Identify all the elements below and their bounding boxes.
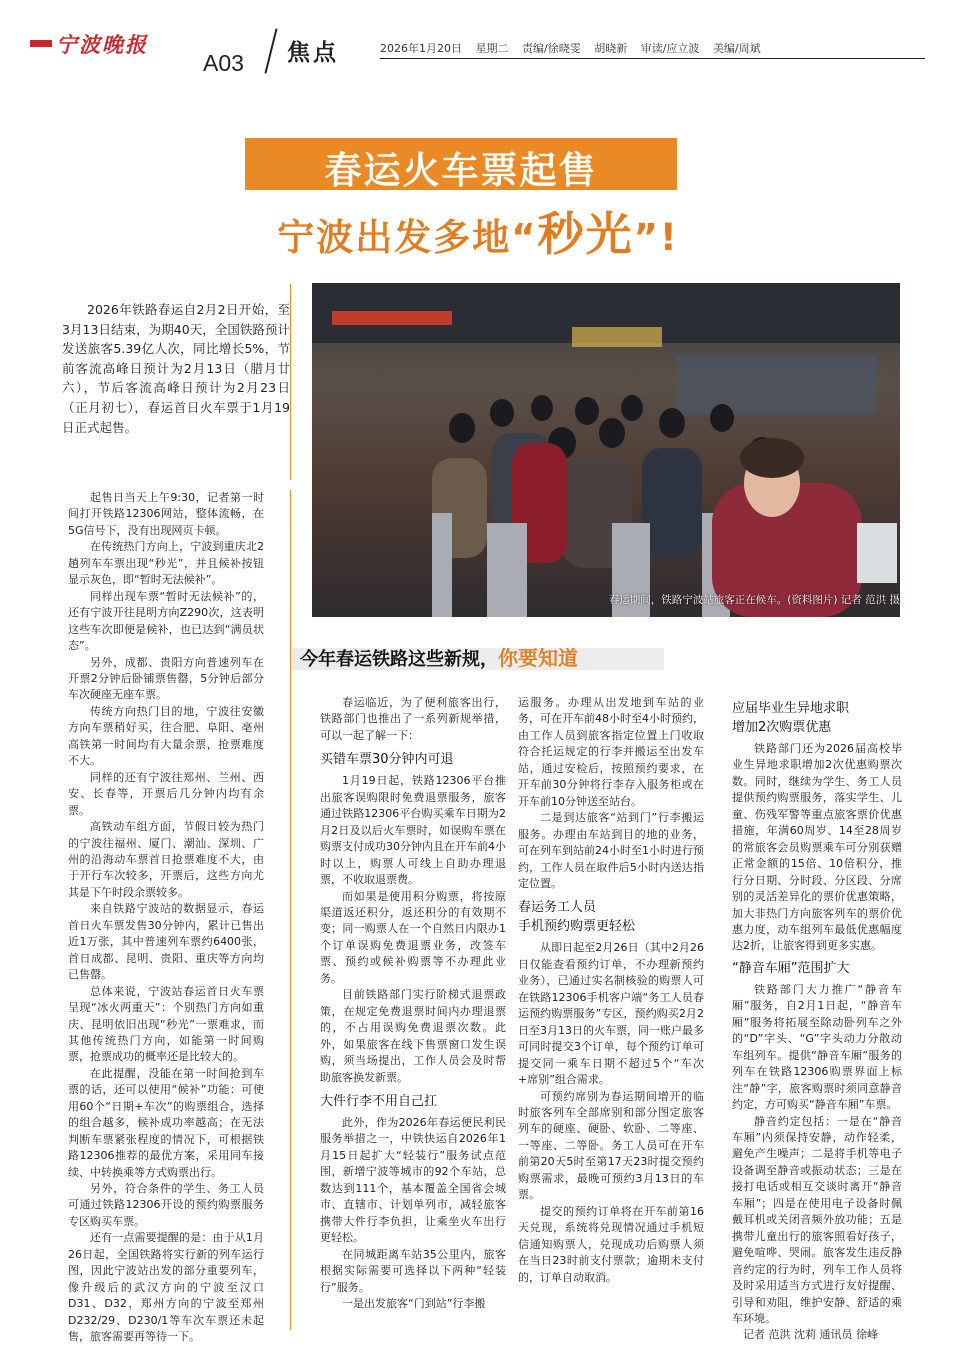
column-1 <box>68 490 264 1346</box>
paragraph: 铁路部门大力推广“静音车厢”服务，自2月1日起，“静音车厢”服务将拓展至除动卧列车之外的“D”字头、“G”字头动力分散动车组列车。提供“静音车厢”服务的列车在铁路12306购票界面上标注“静”字，旅客购票时须同意静音约定，方可购买“静音车厢”车票。 <box>732 982 902 1112</box>
paragraph: 铁路部门还为2026届高校毕业生异地求职增加2次优惠购票次数。同时，继续为学生、务工人员提供预约购票服务，落实学生、儿童、伤残军警等重点旅客票价优惠措施，年满60周岁、14至28周岁的常旅客会员购票乘车可分别获赠正常金额的15倍、10倍积分，推行分日期、分时段、分区段、分席别的灵活差异化的票价优惠策略，加大非热门方向旅客列车的票价优惠力度，动车组列车最低优惠幅度达2折，让旅客得到更多实惠。 <box>732 742 902 953</box>
paragraph: 目前铁路部门实行阶梯式退票政策，在规定免费退票时间内办理退票的，不占用误购免费退票次数。此外，如果旅客在线下售票窗口发生误购，须当场提出，工作人员会及时帮助旅客换发新票。 <box>320 988 506 1084</box>
subheading: “静音车厢”范围扩大 <box>732 960 850 976</box>
art-credit: 美编/周斌 <box>712 42 761 55</box>
paragraph: 静音约定包括：一是在“静音车厢”内须保持安静，动作轻柔，避免产生噪声；二是将手机等电子设备调至静音或振动状态；三是在接打电话或相互交谈时离开“静音车厢”；四是在使用电子设备时佩戴耳机或关闭音频外放功能；五是携带儿童出行的旅客照看好孩子，避免喧哗、哭闹。旅客发生违反静音约定的行为时，列车工作人员将及时采用适当方式进行友好提醒、引导和劝阻，维护安静、舒适的乘车环境。 <box>732 1114 902 1325</box>
paragraph: 还有一点需要提醒的是：由于从1月26日起，全国铁路将实行新的列车运行图，因此宁波站出发的部分重要列车，像升级后的武汉方向的宁波至汉口D31、D32，郑州方向的宁波至郑州D232/29、D230/1等车次车票还未起售，旅客需要再等待一下。 <box>68 1231 264 1344</box>
paragraph: 1月19日起，铁路12306平台推出旅客误购限时免费退票服务，旅客通过铁路12306平台购买乘车日期为2月2日及以后火车票时，如误购车票在购票支付成功30分钟内且在开车前4小时以上，购票人可线上自助办理退票，不收取退票费。 <box>320 774 506 887</box>
paragraph: 春运临近，为了便利旅客出行，铁路部门也推出了一系列新规举措，可以一起了解一下： <box>320 696 506 742</box>
paragraph: 同样出现车票“暂时无法候补”的，还有宁波开往昆明方向Z290次，这表明这些车次即便是候补，也已达到“满员状态”。 <box>68 589 264 653</box>
sub-banner-highlight: 你要知道 <box>498 646 578 670</box>
byline: 记者 范洪 沈莉 通讯员 徐峰 <box>743 1328 878 1342</box>
paragraph: 一是出发旅客“门到站”行李搬 <box>342 1296 486 1310</box>
subheading: 大件行李不用自己扛 <box>320 1093 438 1109</box>
station-photo <box>312 283 900 617</box>
paragraph: 另外，成都、贵阳方向普速列车在开票2分钟后卧铺票售罄，5分钟后部分车次硬座无座车票。 <box>68 655 264 702</box>
subheading: 买错车票30分钟内可退 <box>320 752 454 768</box>
newspaper-logo: 宁波晚报 <box>56 32 148 57</box>
paragraph: 而如果是使用积分购票，将按原渠道返还积分，返还积分的有效期不变；同一购票人在一个自然日内限办1个订单误购免费退票业务，改签车票、预约或候补购票等不办理此业务。 <box>320 889 506 985</box>
column-4 <box>732 695 902 1344</box>
proofreader-credit: 审读/应立波 <box>640 42 700 55</box>
designer-credit: 胡晓新 <box>594 42 628 55</box>
page-number: A03 <box>203 50 244 76</box>
paragraph: 可预约席别为春运期间增开的临时旅客列车全部席别和部分图定旅客列车的硬座、硬卧、软卧、二等座、一等座、二等卧。务工人员可在开车前第20天5时至第17天23时提交预约购票需求，最晚可预约3月13日的车票。 <box>518 1089 704 1202</box>
masthead-bar <box>30 40 52 47</box>
sub-banner <box>300 642 680 671</box>
column-3 <box>518 695 704 1286</box>
headline-line2 <box>0 198 956 264</box>
photo-caption: 春运期间，铁路宁波站旅客正在候车。(资料图片) 记者 范洪 摄 <box>608 594 900 606</box>
subheading <box>732 699 902 737</box>
paragraph: 来自铁路宁波站的数据显示，春运首日火车票发售30分钟内，累计已售出近1万张，其中普速列车票约6400张，首日成都、昆明、贵阳、重庆等方向均已售罄。 <box>68 902 264 982</box>
headline-line1: 春运火车票起售 <box>324 149 598 192</box>
lead-paragraph: 2026年铁路春运自2月2日开始，至3月13日结束，为期40天，全国铁路预计发送旅客5.39亿人次，同比增长5%，节前客流高峰日预计为2月13日（腊月廿六），节后客流高峰日预计为2月23日（正月初七），春运首日火车票于1月19日正式起售。 <box>62 302 290 435</box>
paragraph: 高铁动车组方面，节假日较为热门的宁波往福州、厦门、潮汕、深圳、广州的沿海动车票首日抢票难度不大，由于开行车次较多，开票后，这些方向尤其是下午时段余票较多。 <box>68 820 264 899</box>
subheading-line2: 增加2次购票优惠 <box>732 720 832 735</box>
paragraph: 起售日当天上午9:30，记者第一时间打开铁路12306网站，整体流畅，在5G信号下，没有出现网页卡顿。 <box>68 491 264 537</box>
subheading-line1: 应届毕业生异地求职 <box>732 701 850 716</box>
paragraph: 传统方向热门目的地，宁波往安徽方向车票稍好买，往合肥、阜阳、亳州高铁第一时间均有大量余票，抢票难度不大。 <box>68 704 264 768</box>
paragraph: 同样的还有宁波往郑州、兰州、西安、长春等，开票后几分钟内均有余票。 <box>68 770 264 817</box>
column-2 <box>320 695 506 1312</box>
column-rule <box>290 490 291 1330</box>
masthead-divider <box>264 28 277 73</box>
subheading-line1: 春运务工人员 <box>518 900 597 916</box>
section-title: 焦点 <box>287 40 339 66</box>
editor-credit: 责编/徐晓雯 <box>522 42 581 55</box>
subheading <box>518 898 704 936</box>
paragraph: 总体来说，宁波站春运首日火车票呈现“冰火两重天”：个别热门方向如重庆、昆明依旧出现“秒光”一票难求，而其他传统热门方向，如能第一时间购票，抢票成功的概率还是比较大的。 <box>68 984 264 1064</box>
subheading-line2: 手机预约购票更轻松 <box>518 919 636 935</box>
masthead-meta <box>380 40 771 56</box>
masthead-rule <box>380 58 925 59</box>
paragraph: 在传统热门方向上，宁波到重庆北2趟列车车票出现“秒光”，并且候补按钮显示灰色，即“暂时无法候补”。 <box>68 540 264 587</box>
lead-rule <box>290 284 291 480</box>
headline-line2-emphasis: 秒光 <box>537 207 634 261</box>
issue-date: 2026年1月20日 <box>380 42 462 55</box>
paragraph: 在同城距离车站35公里内，旅客根据实际需要可选择以下两种“轻装行”服务。 <box>320 1247 506 1294</box>
paragraph: 从即日起至2月26日（其中2月26日仅能查看预约订单，不办理新预约业务），已通过实名制核验的购票人可在铁路12306手机客户端“务工人员春运预约购票服务”专区，预约购买2月2日至3月13日的火车票，同一账户最多可同时提交3个订单，每个预约订单可提交同一乘车日期不超过5个“车次+席别”组合需求。 <box>518 941 704 1087</box>
headline-line2-pre: 宁波出发多地“ <box>277 216 538 259</box>
paragraph: 另外，符合条件的学生、务工人员可通过铁路12306开设的预约购票服务专区购买车票。 <box>68 1182 264 1228</box>
headline-line2-post: ”! <box>633 216 679 259</box>
sub-banner-text: 今年春运铁路这些新规， <box>300 649 498 670</box>
paragraph: 二是到达旅客“站到门”行李搬运服务。办理由车站到目的地的业务，可在列车到站前24小时至1小时进行预约，工作人员在取件后5小时内送达指定位置。 <box>518 811 704 890</box>
paragraph: 运服务。办理从出发地到车站的业务，可在开车前48小时至4小时预约，由工作人员到旅客指定位置上门收取符合托运规定的行李并搬运至出发车站，通过安检后，按照预约要求，在开车前30分钟将行李存入服务柜或在开车前10分钟送至站台。 <box>518 696 704 808</box>
paragraph: 此外，作为2026年春运便民利民服务举措之一，中铁快运自2026年1月15日起扩大“轻装行”服务试点范围，新增宁波等城市的92个车站，总数达到111个，基本覆盖全国省会城市、直辖市、计划单列市，减轻旅客携带大件行李负担，让乘坐火车出行更轻松。 <box>320 1115 506 1245</box>
paragraph: 提交的预约订单将在开车前第16天兑现，系统将兑现情况通过手机短信通知购票人，兑现成功后购票人须在当日23时前支付票款；逾期未支付的，订单自动取消。 <box>518 1204 704 1284</box>
station-photo-illustration <box>312 283 900 617</box>
issue-weekday: 星期二 <box>475 42 509 55</box>
paragraph: 在此提醒，没能在第一时间抢到车票的话，还可以使用“候补”功能：可使用60个“日期+车次”的购票组合，选择的组合越多，候补成功率越高；在无法判断车票紧张程度的情况下，可根据铁路12306推荐的最优方案，采用同车接续、中转换乘等方式购票出行。 <box>68 1066 264 1179</box>
